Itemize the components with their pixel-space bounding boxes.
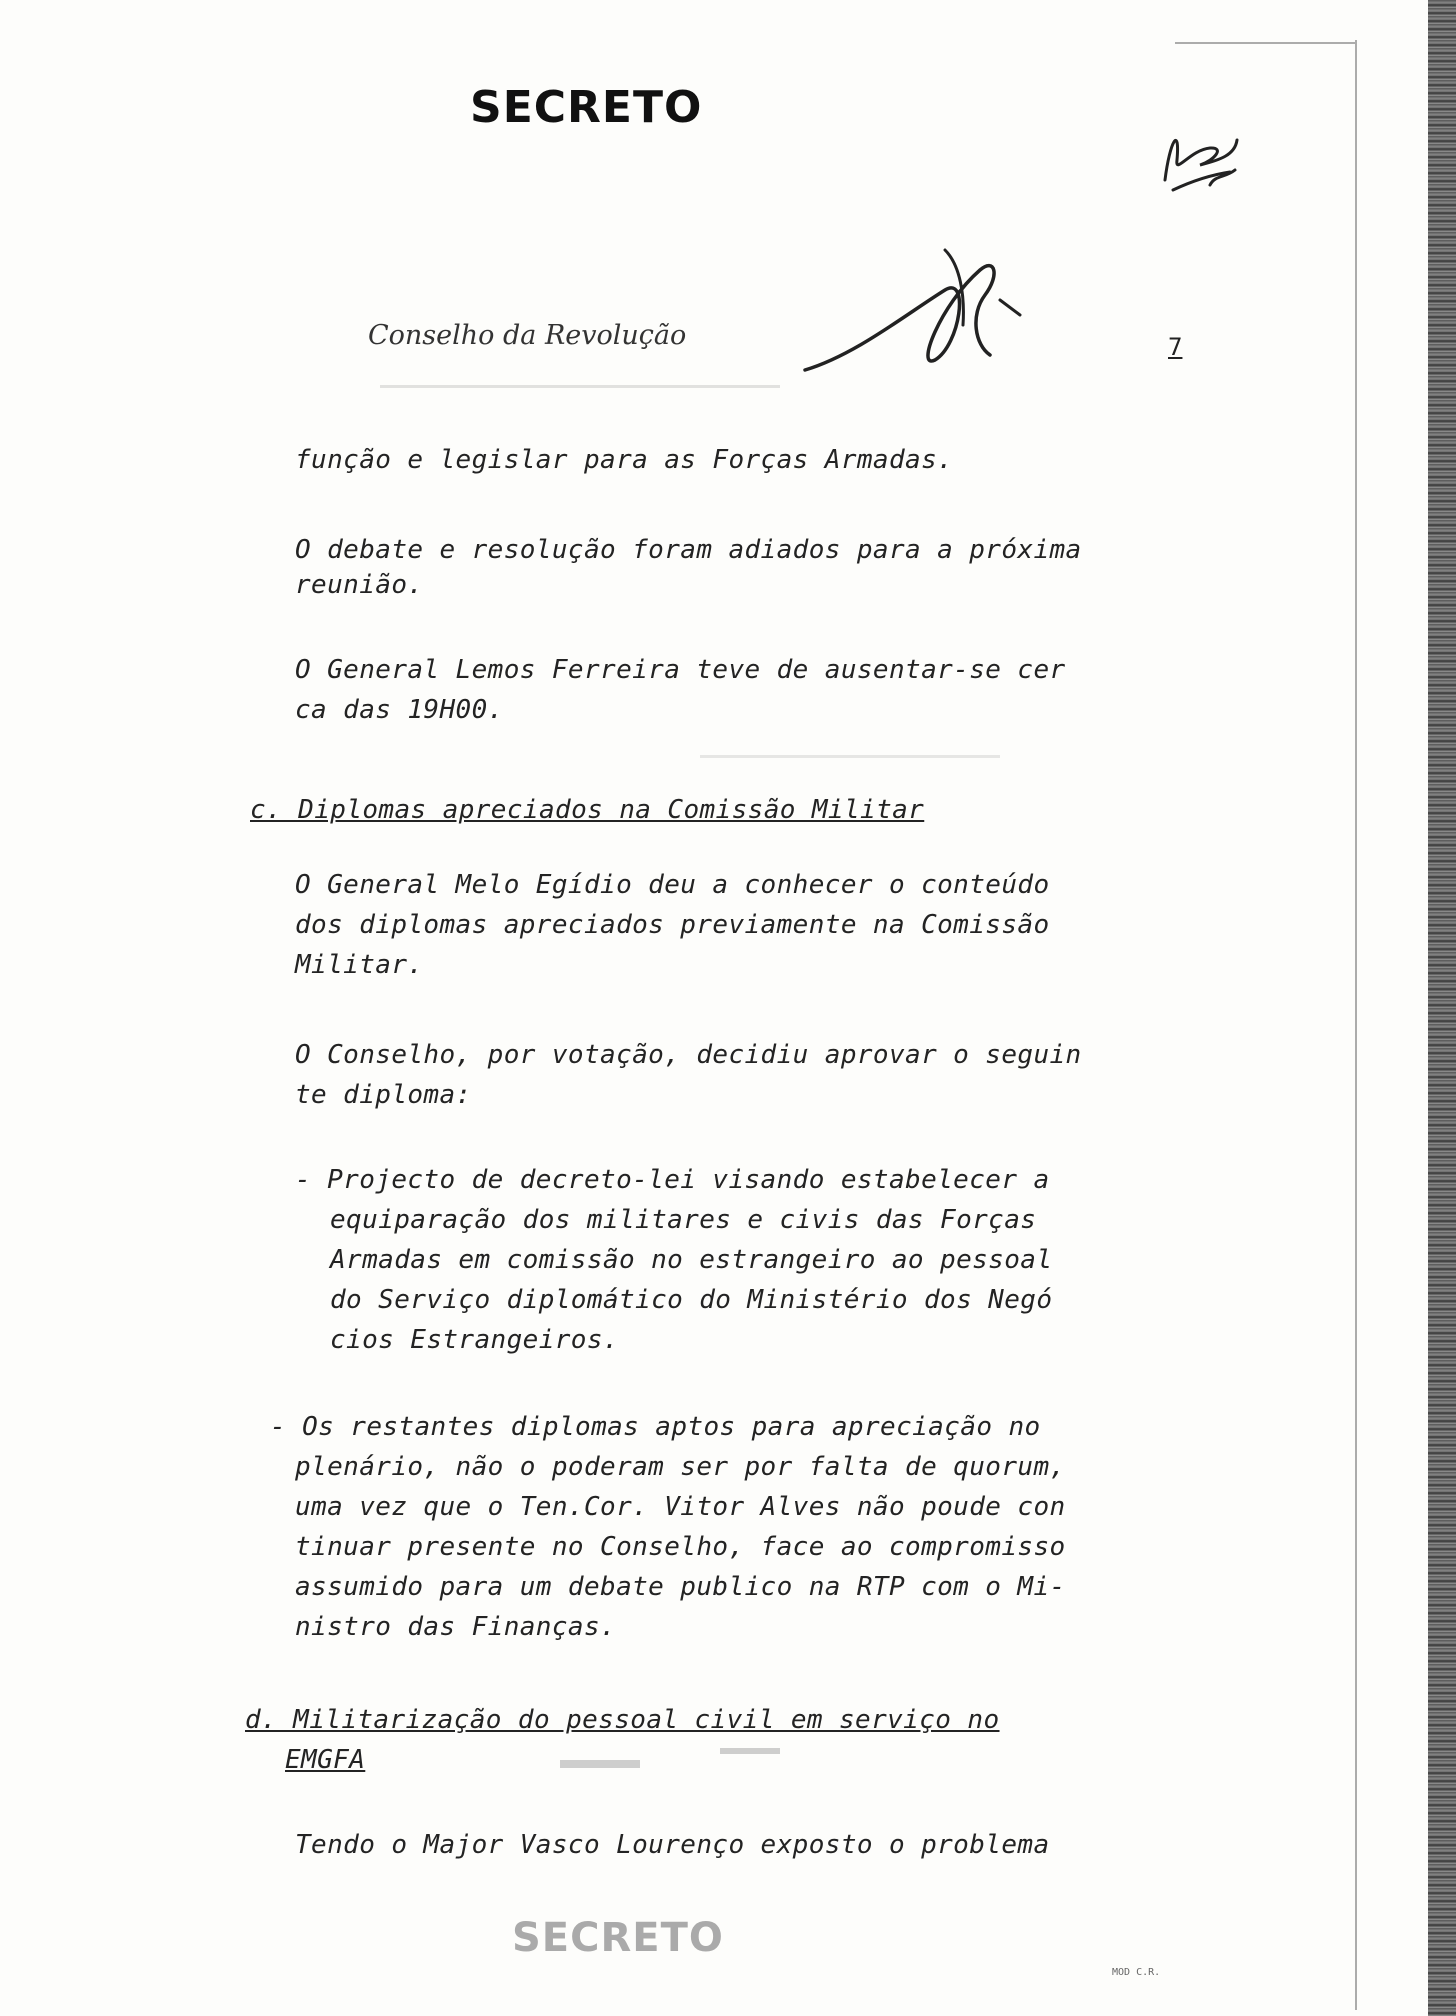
page-number: 7 [1168, 333, 1183, 361]
body-line: Militar. [295, 950, 424, 980]
list-item-line: - Projecto de decreto-lei visando estabelecer a [295, 1165, 1050, 1195]
scan-smudge [560, 1760, 640, 1768]
body-line: te diploma: [295, 1080, 472, 1110]
body-line: nistro das Finanças. [295, 1612, 617, 1642]
form-mark: MOD C.R. [1112, 1967, 1161, 1978]
scan-edge [1428, 0, 1456, 2016]
scan-smudge [380, 385, 780, 388]
body-line: ca das 19H00. [295, 695, 504, 725]
section-heading-d: d. Militarização do pessoal civil em serviço no [245, 1705, 1000, 1735]
body-line: assumido para um debate publico na RTP com o Mi- [295, 1572, 1066, 1602]
classification-header: SECRETO [470, 82, 703, 133]
scan-smudge [700, 755, 1000, 758]
letterhead: Conselho da Revolução [368, 320, 687, 351]
signature [795, 235, 1035, 385]
margin-rule [1355, 40, 1357, 2010]
list-item-line: Armadas em comissão no estrangeiro ao pessoal [330, 1245, 1053, 1275]
classification-footer: SECRETO [512, 1915, 724, 1961]
body-line: O General Melo Egídio deu a conhecer o conteúdo [295, 870, 1050, 900]
scan-smudge [720, 1748, 780, 1754]
list-item-line: do Serviço diplomático do Ministério dos Negó [330, 1285, 1053, 1315]
list-item-line: cios Estrangeiros. [330, 1325, 619, 1355]
body-line: tinuar presente no Conselho, face ao compromisso [295, 1532, 1066, 1562]
section-heading-d-cont: EMGFA [285, 1745, 366, 1775]
body-line: uma vez que o Ten.Cor. Vitor Alves não poude con [295, 1492, 1066, 1522]
body-line: plenário, não o poderam ser por falta de quorum, [295, 1452, 1066, 1482]
section-heading-c: c. Diplomas apreciados na Comissão Militar [250, 795, 925, 825]
body-line: reunião. [295, 570, 424, 600]
list-item-line: equiparação dos militares e civis das Forças [330, 1205, 1037, 1235]
handwritten-initials [1155, 120, 1245, 200]
body-line: O debate e resolução foram adiados para a próxima [295, 535, 1082, 565]
body-line: O Conselho, por votação, decidiu aprovar o seguin [295, 1040, 1082, 1070]
body-line: O General Lemos Ferreira teve de ausentar-se cer [295, 655, 1066, 685]
corner-rule [1175, 42, 1355, 44]
body-line: Tendo o Major Vasco Lourenço exposto o problema [295, 1830, 1050, 1860]
body-line: função e legislar para as Forças Armadas. [295, 445, 954, 475]
body-line: - Os restantes diplomas aptos para apreciação no [270, 1412, 1041, 1442]
body-line: dos diplomas apreciados previamente na Comissão [295, 910, 1050, 940]
